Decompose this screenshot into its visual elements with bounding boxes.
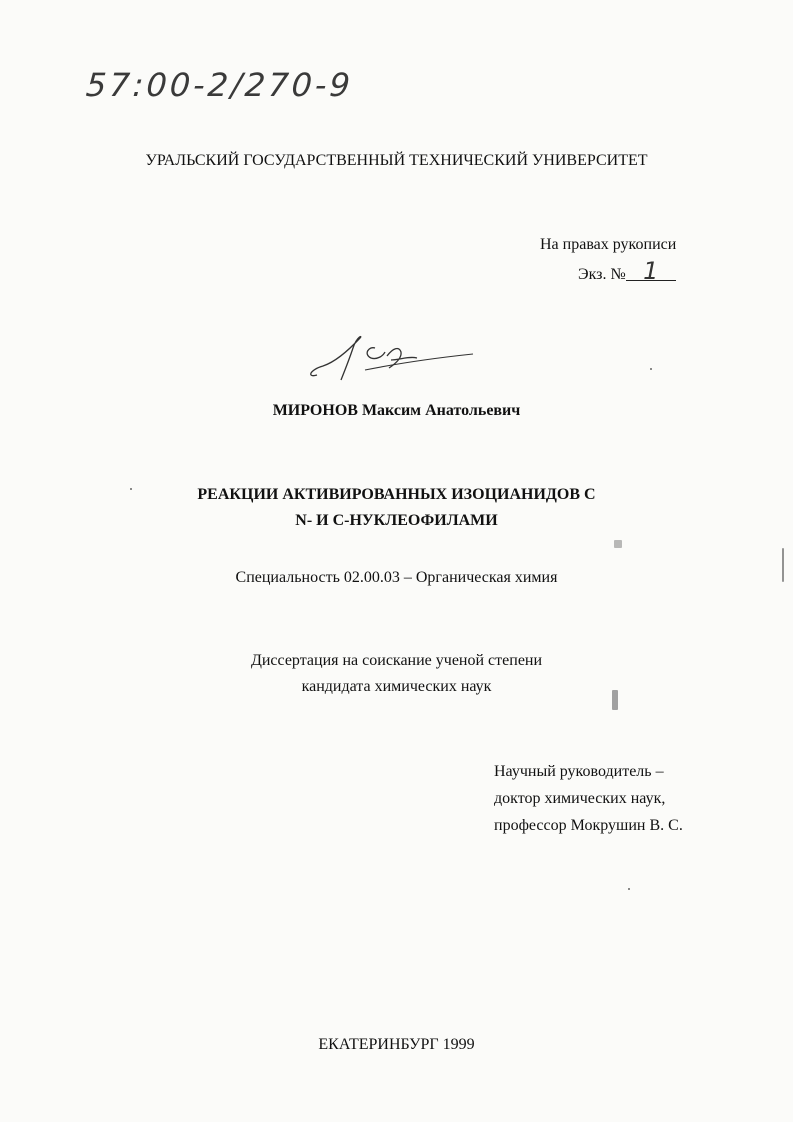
dissertation-line2: кандидата химических наук: [301, 678, 492, 695]
thesis-title-line2: N- И С-НУКЛЕОФИЛАМИ: [295, 512, 498, 529]
manuscript-rights: На правах рукописи: [540, 236, 677, 253]
thesis-title-line1: РЕАКЦИИ АКТИВИРОВАННЫХ ИЗОЦИАНИДОВ С: [197, 486, 596, 503]
copy-number: 1: [626, 262, 676, 281]
scan-edge-mark: [782, 548, 784, 582]
dissertation-line1: Диссертация на соискание ученой степени: [250, 652, 543, 669]
archive-number: 57:00-2/270-9: [84, 66, 355, 104]
copy-label: Экз. №: [578, 266, 626, 283]
specialty: Специальность 02.00.03 – Органическая химия: [235, 569, 558, 586]
supervisor-line3: профессор Мокрушин В. С.: [494, 817, 683, 834]
scan-speck: [628, 888, 630, 890]
author-name: МИРОНОВ Максим Анатольевич: [272, 402, 521, 419]
author-signature: [305, 330, 485, 390]
scan-speck: [130, 488, 132, 490]
supervisor-line1: Научный руководитель –: [494, 763, 664, 780]
university-name: УРАЛЬСКИЙ ГОСУДАРСТВЕННЫЙ ТЕХНИЧЕСКИЙ УНИВЕРСИТЕТ: [145, 152, 648, 169]
city-year: ЕКАТЕРИНБУРГ 1999: [318, 1036, 475, 1053]
scan-speck: [614, 540, 622, 548]
copy-number-line: [578, 257, 676, 285]
scan-speck: [612, 690, 618, 710]
scan-speck: [650, 368, 652, 370]
supervisor-line2: доктор химических наук,: [494, 790, 666, 807]
